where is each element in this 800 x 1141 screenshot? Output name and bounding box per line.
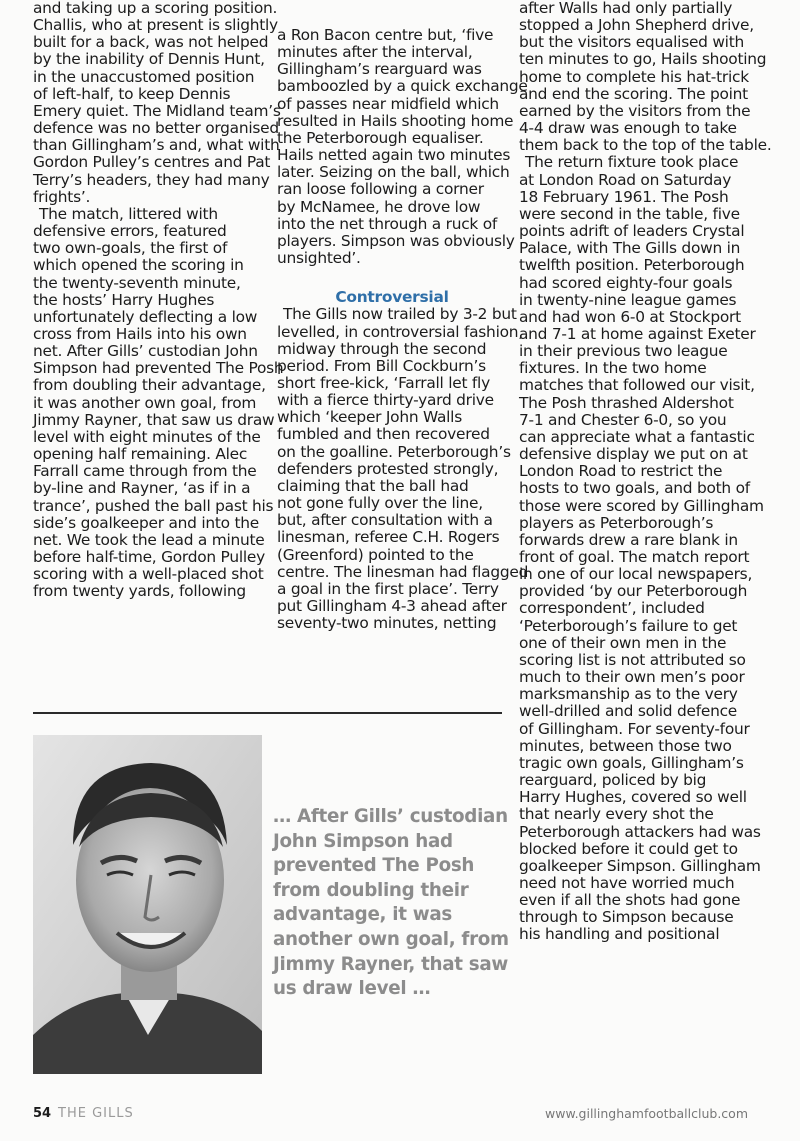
text-line: of Gillingham. For seventy-four: [519, 719, 750, 738]
page-number: 54: [33, 1106, 52, 1121]
text-line: the twenty-seventh minute,: [33, 273, 241, 292]
text-line: by the inability of Dennis Hunt,: [33, 50, 265, 69]
text-line: earned by the visitors from the: [519, 101, 751, 120]
text-line: built for a back, was not helped: [33, 33, 269, 52]
section-divider: [33, 712, 502, 714]
text-line: (Greenford) pointed to the: [277, 545, 474, 564]
text-line: The Posh thrashed Aldershot: [519, 393, 734, 412]
text-line: ten minutes to go, Hails shooting: [519, 50, 767, 69]
text-line: marksmanship as to the very: [519, 685, 738, 704]
text-line: The Gills now trailed by 3-2 but: [283, 305, 517, 324]
text-line: Harry Hughes, covered so well: [519, 788, 747, 807]
text-line: not gone fully over the line,: [277, 494, 483, 513]
text-line: scoring with a well-placed shot: [33, 565, 264, 584]
text-line: The match, littered with: [39, 204, 218, 223]
text-line: them back to the top of the table.: [519, 136, 772, 155]
text-line: in their previous two league: [519, 342, 728, 361]
text-line: points adrift of leaders Crystal: [519, 222, 745, 241]
text-line: ran loose following a corner: [277, 180, 484, 199]
text-line: period. From Bill Cockburn’s: [277, 356, 486, 375]
article-column-2: [277, 26, 529, 633]
text-line: blocked before it could get to: [519, 839, 738, 858]
text-line: stopped a John Shepherd drive,: [519, 16, 754, 35]
text-line: need not have worried much: [519, 873, 735, 892]
text-line: through to Simpson because: [519, 908, 734, 927]
text-line: Terry’s headers, they had many: [33, 170, 270, 189]
text-line: 18 February 1961. The Posh: [519, 187, 729, 206]
text-line: seventy-two minutes, netting: [277, 614, 497, 633]
text-line: level with eight minutes of the: [33, 427, 261, 446]
text-line: defensive errors, featured: [33, 222, 227, 241]
pull-quote-line: … After Gills’ custodian: [273, 806, 508, 827]
text-line: net. We took the lead a minute: [33, 530, 265, 549]
text-line: one of their own men in the: [519, 633, 727, 652]
text-line: later. Seizing on the ball, which: [277, 163, 510, 182]
text-line: after Walls had only partially: [519, 0, 733, 17]
text-line: defence was no better organised: [33, 119, 279, 138]
text-line: tragic own goals, Gillingham’s: [519, 753, 744, 772]
text-line: Gordon Pulley’s centres and Pat: [33, 153, 271, 172]
text-line: levelled, in controversial fashion,: [277, 322, 523, 341]
text-line: linesman, referee C.H. Rogers: [277, 528, 500, 547]
pull-quote-line: John Simpson had: [273, 830, 453, 852]
text-line: players as Peterborough’s: [519, 513, 714, 532]
text-line: that nearly every shot the: [519, 805, 714, 824]
text-line: and had won 6-0 at Stockport: [519, 307, 741, 326]
section-subheading: Controversial: [335, 288, 449, 307]
text-line: his handling and positional: [519, 925, 720, 944]
text-line: those were scored by Gillingham: [519, 496, 764, 515]
website-url: www.gillinghamfootballclub.com: [545, 1106, 748, 1121]
text-line: unfortunately deflecting a low: [33, 307, 258, 326]
text-line: ‘Peterborough’s failure to get: [519, 616, 738, 635]
text-line: bamboozled by a quick exchange: [277, 77, 528, 96]
text-line: side’s goalkeeper and into the: [33, 513, 259, 532]
text-line: cross from Hails into his own: [33, 324, 247, 343]
text-line: frights’.: [33, 187, 91, 206]
text-line: the Peterborough equaliser.: [277, 128, 484, 147]
text-line: from doubling their advantage,: [33, 376, 266, 395]
text-line: minutes, between those two: [519, 736, 732, 755]
text-line: Jimmy Rayner, that saw us draw: [33, 410, 275, 429]
text-line: into the net through a ruck of: [277, 214, 498, 233]
text-line: put Gillingham 4-3 ahead after: [277, 597, 507, 615]
article-column-1: [33, 0, 284, 601]
text-line: players. Simpson was obviously: [277, 231, 515, 250]
text-line: with a fierce thirty-yard drive: [277, 391, 494, 410]
text-line: the hosts’ Harry Hughes: [33, 290, 215, 309]
text-line: provided ‘by our Peterborough: [519, 582, 748, 601]
text-line: which opened the scoring in: [33, 256, 244, 275]
text-line: 7-1 and Chester 6-0, so you: [519, 410, 727, 429]
text-line: two own-goals, the first of: [33, 239, 228, 258]
text-line: of left-half, to keep Dennis: [33, 84, 231, 103]
text-line: home to complete his hat-trick: [519, 67, 749, 86]
text-line: and taking up a scoring position.: [33, 0, 278, 17]
text-line: than Gillingham’s and, what with: [33, 136, 280, 155]
text-line: trance’, pushed the ball past his: [33, 496, 274, 515]
text-line: in one of our local newspapers,: [519, 565, 753, 584]
text-line: a goal in the first place’. Terry: [277, 579, 499, 598]
text-line: fumbled and then recovered: [277, 425, 490, 444]
pull-quote: [273, 805, 509, 1002]
text-line: had scored eighty-four goals: [519, 273, 733, 292]
text-line: much to their own men’s poor: [519, 668, 745, 687]
text-line: by McNamee, he drove low: [277, 197, 481, 216]
text-line: Farrall came through from the: [33, 462, 257, 481]
pull-quote-line: another own goal, from: [273, 928, 509, 950]
text-line: goalkeeper Simpson. Gillingham: [519, 856, 761, 875]
text-line: matches that followed our visit,: [519, 376, 755, 395]
text-line: before half-time, Gordon Pulley: [33, 548, 265, 566]
text-line: and end the scoring. The point: [519, 84, 748, 103]
text-line: defensive display we put on at: [519, 445, 748, 464]
text-line: which ‘keeper John Walls: [277, 408, 462, 427]
text-line: The return fixture took place: [525, 153, 739, 172]
text-line: hosts to two goals, and both of: [519, 479, 750, 498]
portrait-photo: [33, 735, 262, 1074]
text-line: at London Road on Saturday: [519, 170, 732, 189]
text-line: a Ron Bacon centre but, ‘five: [277, 26, 494, 44]
text-line: claiming that the ball had: [277, 476, 469, 495]
text-line: Peterborough attackers had was: [519, 822, 761, 841]
text-line: defenders protested strongly,: [277, 459, 499, 478]
pull-quote-line: prevented The Posh: [273, 855, 475, 877]
text-line: from twenty yards, following: [33, 582, 246, 601]
text-line: centre. The linesman had flagged: [277, 562, 529, 581]
portrait-icon: [33, 735, 262, 1074]
text-line: on the goalline. Peterborough’s: [277, 442, 511, 461]
text-line: Hails netted again two minutes: [277, 146, 511, 165]
text-line: but, after consultation with a: [277, 511, 493, 530]
pull-quote-line: advantage, it was: [273, 904, 452, 926]
text-line: in the unaccustomed position: [33, 67, 255, 86]
text-line: Simpson had prevented The Posh: [33, 359, 284, 378]
article-column-3: [519, 0, 772, 944]
text-line: midway through the second: [277, 339, 487, 358]
text-line: rearguard, policed by big: [519, 771, 707, 790]
text-line: Emery quiet. The Midland team’s: [33, 101, 281, 120]
text-line: 4-4 draw was enough to take: [519, 119, 737, 138]
pull-quote-line: Jimmy Rayner, that saw: [273, 953, 508, 975]
text-line: it was another own goal, from: [33, 393, 257, 412]
text-line: opening half remaining. Alec: [33, 445, 248, 464]
text-line: even if all the shots had gone: [519, 891, 741, 910]
text-line: Gillingham’s rearguard was: [277, 60, 482, 79]
text-line: by-line and Rayner, ‘as if in a: [33, 479, 251, 498]
text-line: Challis, who at present is slightly: [33, 16, 278, 35]
text-line: unsighted’.: [277, 249, 361, 268]
text-line: Palace, with The Gills down in: [519, 239, 741, 258]
text-line: and 7-1 at home against Exeter: [519, 324, 756, 343]
text-line: were second in the table, five: [519, 204, 740, 223]
text-line: correspondent’, included: [519, 599, 705, 618]
text-line: can appreciate what a fantastic: [519, 427, 755, 446]
text-line: London Road to restrict the: [519, 462, 723, 481]
text-line: twelfth position. Peterborough: [519, 256, 745, 275]
text-line: scoring list is not attributed so: [519, 650, 746, 669]
text-line: forwards drew a rare blank in: [519, 530, 738, 549]
text-line: of passes near midfield which: [277, 94, 499, 113]
text-line: but the visitors equalised with: [519, 33, 744, 52]
pull-quote-line: us draw level …: [273, 978, 431, 1000]
pull-quote-line: from doubling their: [273, 879, 469, 901]
text-line: front of goal. The match report: [519, 548, 750, 566]
text-line: short free-kick, ‘Farrall let fly: [277, 373, 490, 392]
text-line: net. After Gills’ custodian John: [33, 342, 258, 361]
text-line: resulted in Hails shooting home: [277, 111, 514, 130]
publication-name: THE GILLS: [58, 1106, 134, 1121]
text-line: minutes after the interval,: [277, 43, 473, 62]
text-line: fixtures. In the two home: [519, 359, 707, 378]
text-line: well-drilled and solid defence: [519, 702, 738, 721]
text-line: in twenty-nine league games: [519, 290, 737, 309]
